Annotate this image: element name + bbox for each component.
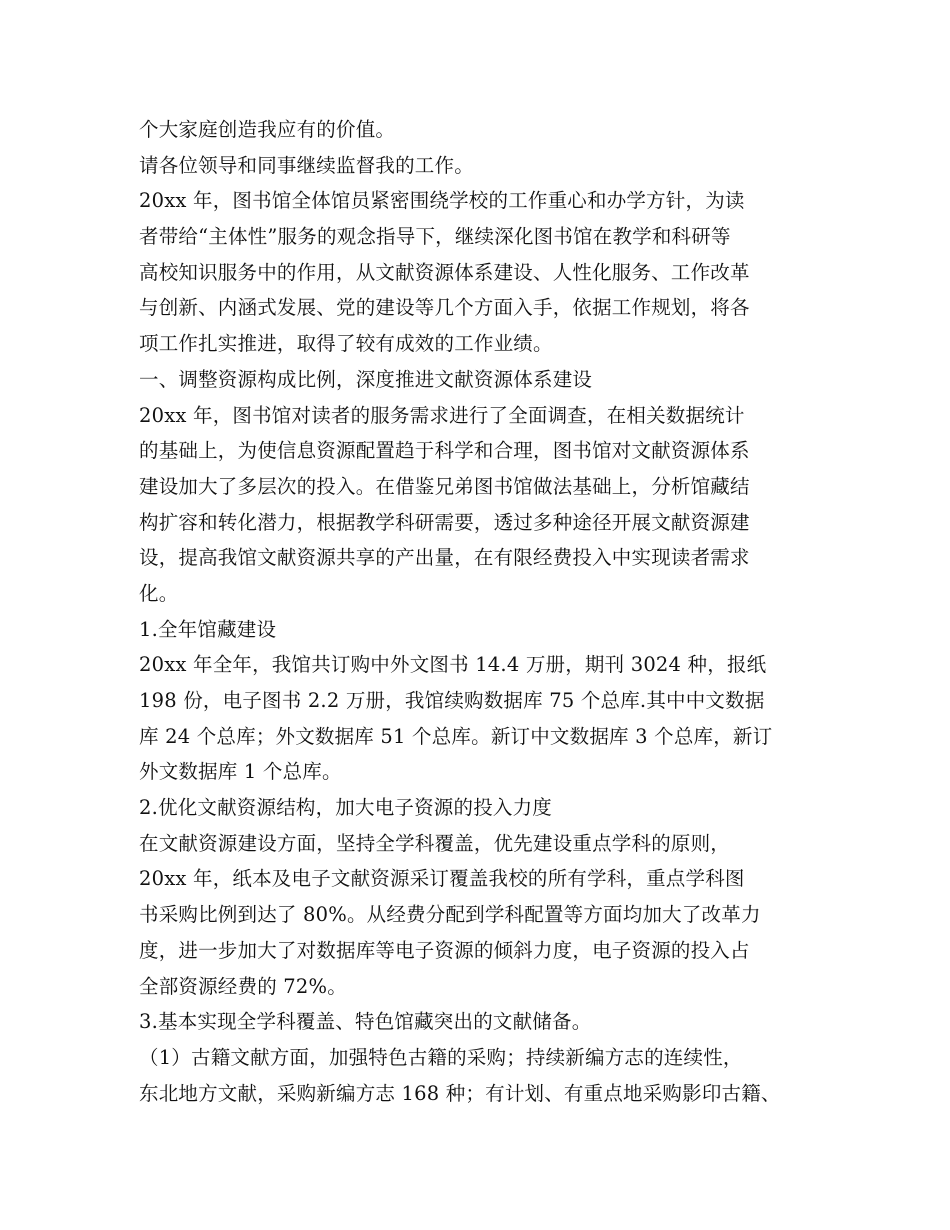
section-heading: 一、调整资源构成比例，深度推进文献资源体系建设	[139, 367, 593, 391]
text-line: 建设加大了多层次的投入。在借鉴兄弟图书馆做法基础上，分析馆藏结	[139, 474, 750, 498]
text-line: 设，提高我馆文献资源共享的产出量，在有限经费投入中实现读者需求	[139, 546, 750, 570]
text-line: 的基础上，为使信息资源配置趋于科学和合理，图书馆对文献资源体系	[139, 439, 750, 463]
text-line: 20xx 年全年，我馆共订购中外文图书 14.4 万册，期刊 3024 种，报纸	[139, 653, 767, 677]
text-line: 请各位领导和同事继续监督我的工作。	[139, 153, 474, 177]
subsection-heading: 1.全年馆藏建设	[139, 617, 277, 641]
text-line: 20xx 年，纸本及电子文献资源采订覆盖我校的所有学科，重点学科图	[139, 867, 745, 891]
text-line: 库 24 个总库；外文数据库 51 个总库。新订中文数据库 3 个总库，新订	[139, 724, 773, 748]
text-line: 高校知识服务中的作用，从文献资源体系建设、人性化服务、工作改革	[139, 260, 750, 284]
text-line: 外文数据库 1 个总库。	[139, 760, 342, 784]
text-line: 书采购比例到达了 80%。从经费分配到学科配置等方面均加大了改革力	[139, 903, 761, 927]
text-line: 东北地方文献，采购新编方志 168 种；有计划、有重点地采购影印古籍、	[139, 1081, 781, 1105]
text-line: 化。	[139, 581, 179, 605]
text-line: 度，进一步加大了对数据库等电子资源的倾斜力度，电子资源的投入占	[139, 938, 750, 962]
text-line: （1）古籍文献方面，加强特色古籍的采购；持续新编方志的连续性，	[139, 1045, 743, 1069]
text-line: 在文献资源建设方面，坚持全学科覆盖，优先建设重点学科的原则，	[139, 831, 731, 855]
text-line: 个大家庭创造我应有的价值。	[139, 118, 396, 141]
text-line: 198 份，电子图书 2.2 万册，我馆续购数据库 75 个总库.其中中文数据	[139, 689, 765, 712]
subsection-heading: 3.基本实现全学科覆盖、特色馆藏突出的文献储备。	[139, 1010, 592, 1034]
text-line: 20xx 年，图书馆全体馆员紧密围绕学校的工作重心和办学方针，为读	[139, 189, 745, 213]
subsection-heading: 2.优化文献资源结构，加大电子资源的投入力度	[139, 796, 553, 820]
text-line: 项工作扎实推进，取得了较有成效的工作业绩。	[139, 332, 553, 356]
text-line: 与创新、内涵式发展、党的建设等几个方面入手，依据工作规划，将各	[139, 296, 750, 320]
text-line: 者带给“主体性”服务的观念指导下，继续深化图书馆在教学和科研等	[139, 225, 731, 249]
document-body	[139, 112, 829, 1111]
text-line: 20xx 年，图书馆对读者的服务需求进行了全面调查，在相关数据统计	[139, 403, 745, 427]
text-line: 全部资源经费的 72%。	[139, 974, 347, 998]
text-line: 构扩容和转化潜力，根据教学科研需要，透过多种途径开展文献资源建	[139, 510, 750, 534]
